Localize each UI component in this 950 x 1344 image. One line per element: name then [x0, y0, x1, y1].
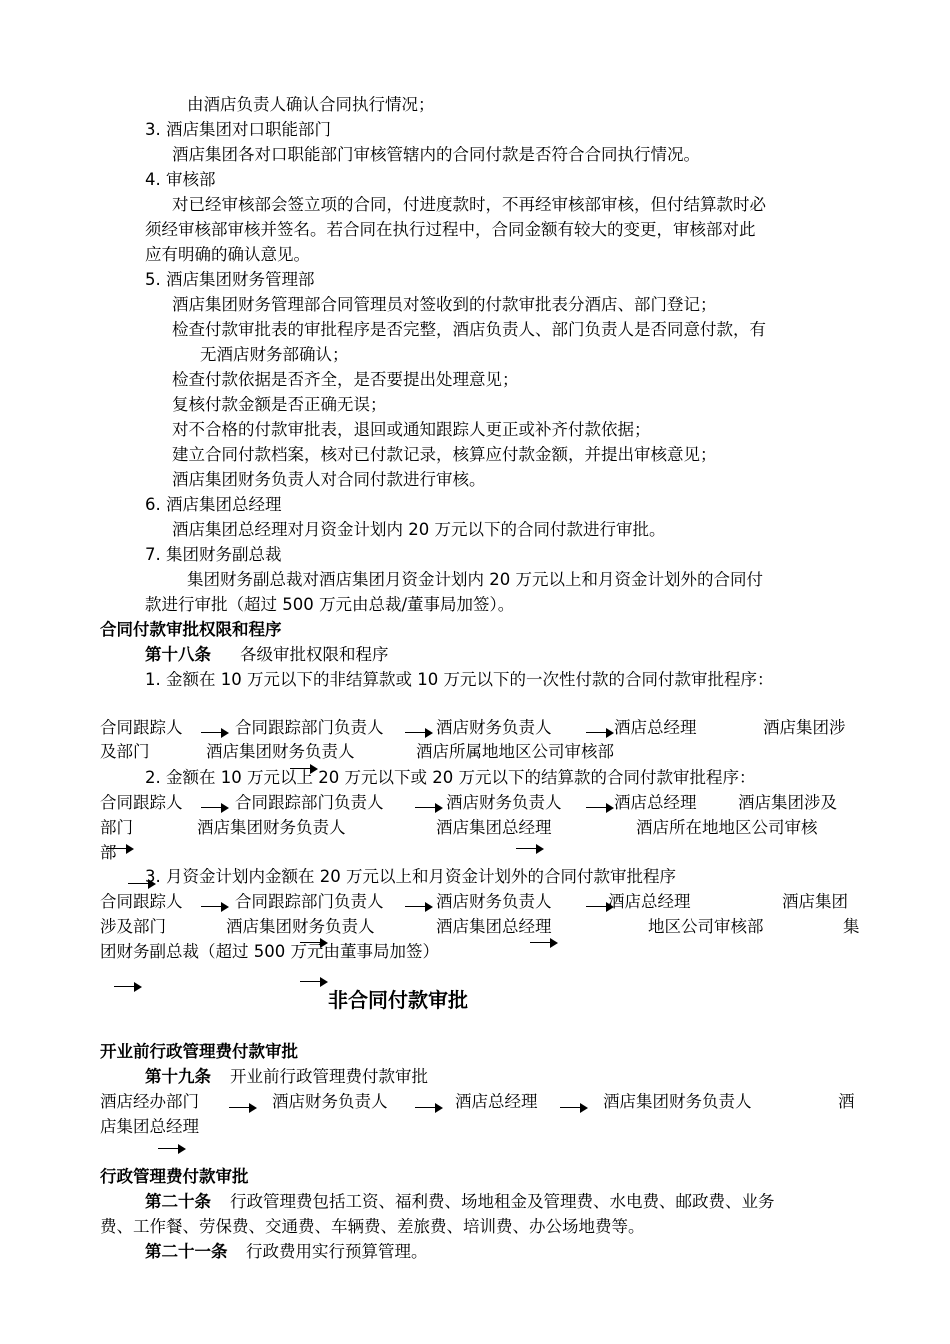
arrow-right-icon [201, 803, 229, 813]
text-line: 复核付款金额是否正确无误； [172, 395, 387, 414]
flow-node: 部门 [100, 818, 133, 837]
arrow-right-icon [560, 1103, 588, 1113]
flow-node: 酒店集团财务负责人 [603, 1092, 752, 1111]
article-label: 第二十条 [145, 1192, 211, 1211]
arrow-right-icon [300, 977, 328, 987]
text-line: 集团财务副总裁对酒店集团月资金计划内 20 万元以上和月资金计划外的合同付 [187, 570, 763, 589]
flow-node: 涉及部门 [100, 917, 166, 936]
text-line: 酒店集团财务管理部合同管理员对签收到的付款审批表分酒店、部门登记； [172, 295, 717, 314]
arrow-right-icon [516, 844, 544, 854]
text-line: 酒店集团财务负责人对合同付款进行审核。 [172, 470, 486, 489]
arrow-right-icon [201, 902, 229, 912]
procedure-heading: 2. 金额在 10 万元以上 20 万元以下或 20 万元以下的结算款的合同付款审批程序： [145, 768, 756, 787]
flow-node: 酒店集团涉及 [738, 793, 837, 812]
flow-node: 合同跟踪部门负责人 [235, 892, 384, 911]
list-heading: 4. 审核部 [145, 170, 216, 189]
flow-node: 酒店集团总经理 [436, 917, 552, 936]
flow-node: 店集团总经理 [100, 1117, 199, 1136]
arrow-right-icon [114, 982, 142, 992]
arrow-right-icon [128, 879, 156, 889]
text-line: 检查付款审批表的审批程序是否完整，酒店负责人、部门负责人是否同意付款，有 [172, 320, 766, 339]
arrow-right-icon [201, 728, 229, 738]
flow-node: 酒店总经理 [455, 1092, 538, 1111]
text-line: 对已经审核部会签立项的合同，付进度款时，不再经审核部审核，但付结算款时必 [172, 195, 766, 214]
flow-node: 酒店集团财务负责人 [197, 818, 346, 837]
flow-node: 酒店所属地地区公司审核部 [416, 742, 614, 761]
flow-node: 酒店总经理 [608, 892, 691, 911]
flow-node: 酒店财务负责人 [436, 718, 552, 737]
arrow-right-icon [415, 1103, 443, 1113]
flow-node: 合同跟踪人 [100, 793, 183, 812]
text-line: 酒店集团总经理对月资金计划内 20 万元以下的合同付款进行审批。 [172, 520, 666, 539]
article-label: 第十九条 [145, 1067, 211, 1086]
text-line: 须经审核部审核并签名。若合同在执行过程中，合同金额有较大的变更，审核部对此 [145, 220, 756, 239]
section-heading: 合同付款审批权限和程序 [100, 620, 282, 639]
flow-node: 合同跟踪部门负责人 [235, 793, 384, 812]
text-line: 检查付款依据是否齐全，是否要提出处理意见； [172, 370, 519, 389]
text-line: 行政费用实行预算管理。 [246, 1242, 428, 1261]
flow-node: 酒店集团涉 [763, 718, 846, 737]
arrow-right-icon [405, 902, 433, 912]
flow-node: 团财务副总裁（超过 500 万元由董事局加签） [100, 942, 439, 961]
flow-node: 合同跟踪部门负责人 [235, 718, 384, 737]
flow-node: 集 [843, 917, 860, 936]
section-heading: 行政管理费付款审批 [100, 1167, 249, 1186]
arrow-right-icon [300, 938, 328, 948]
arrow-right-icon [586, 728, 614, 738]
flow-node: 酒店集团财务负责人 [226, 917, 375, 936]
article-label: 第十八条 [145, 645, 211, 664]
flow-node: 酒店财务负责人 [436, 892, 552, 911]
flow-node: 酒店总经理 [614, 718, 697, 737]
text-line: 酒店集团各对口职能部门审核管辖内的合同付款是否符合合同执行情况。 [172, 145, 700, 164]
procedure-heading: 3. 月资金计划内金额在 20 万元以上和月资金计划外的合同付款审批程序 [145, 867, 676, 886]
page-title: 非合同付款审批 [328, 988, 468, 1012]
text-line: 对不合格的付款审批表，退回或通知跟踪人更正或补齐付款依据； [172, 420, 651, 439]
article-label: 第二十一条 [145, 1242, 228, 1261]
article-title: 开业前行政管理费付款审批 [230, 1067, 428, 1086]
text-line: 费、工作餐、劳保费、交通费、车辆费、差旅费、培训费、办公场地费等。 [100, 1217, 645, 1236]
flow-node: 部 [100, 843, 117, 862]
flow-node: 酒店财务负责人 [446, 793, 562, 812]
flow-node: 酒店所在地地区公司审核 [636, 818, 818, 837]
arrow-right-icon [405, 728, 433, 738]
list-heading: 5. 酒店集团财务管理部 [145, 270, 315, 289]
flow-node: 地区公司审核部 [648, 917, 764, 936]
flow-node: 酒店集团总经理 [436, 818, 552, 837]
text-line: 无酒店财务部确认； [200, 345, 349, 364]
article-title: 各级审批权限和程序 [240, 645, 389, 664]
flow-node: 酒 [838, 1092, 855, 1111]
flow-node: 合同跟踪人 [100, 892, 183, 911]
arrow-right-icon [415, 803, 443, 813]
text-line: 行政管理费包括工资、福利费、场地租金及管理费、水电费、邮政费、业务 [230, 1192, 775, 1211]
section-heading: 开业前行政管理费付款审批 [100, 1042, 298, 1061]
flow-node: 及部门 [100, 742, 150, 761]
list-heading: 3. 酒店集团对口职能部门 [145, 120, 331, 139]
list-heading: 7. 集团财务副总裁 [145, 545, 282, 564]
flow-node: 酒店财务负责人 [272, 1092, 388, 1111]
text-line: 建立合同付款档案，核对已付款记录，核算应付款金额，并提出审核意见； [172, 445, 717, 464]
arrow-right-icon [586, 803, 614, 813]
flow-node: 合同跟踪人 [100, 718, 183, 737]
procedure-heading: 1. 金额在 10 万元以下的非结算款或 10 万元以下的一次性付款的合同付款审批程序： [145, 670, 774, 689]
arrow-right-icon [229, 1103, 257, 1113]
text-line: 应有明确的确认意见。 [145, 245, 310, 264]
flow-node: 酒店总经理 [614, 793, 697, 812]
arrow-right-icon [106, 844, 134, 854]
flow-node: 酒店经办部门 [100, 1092, 199, 1111]
flow-node: 酒店集团财务负责人 [206, 742, 355, 761]
list-heading: 6. 酒店集团总经理 [145, 495, 282, 514]
text-line: 由酒店负责人确认合同执行情况； [187, 95, 435, 114]
arrow-right-icon [158, 1144, 186, 1154]
text-line: 款进行审批（超过 500 万元由总裁/董事局加签）。 [145, 595, 515, 614]
arrow-right-icon [530, 938, 558, 948]
flow-node: 酒店集团 [782, 892, 848, 911]
